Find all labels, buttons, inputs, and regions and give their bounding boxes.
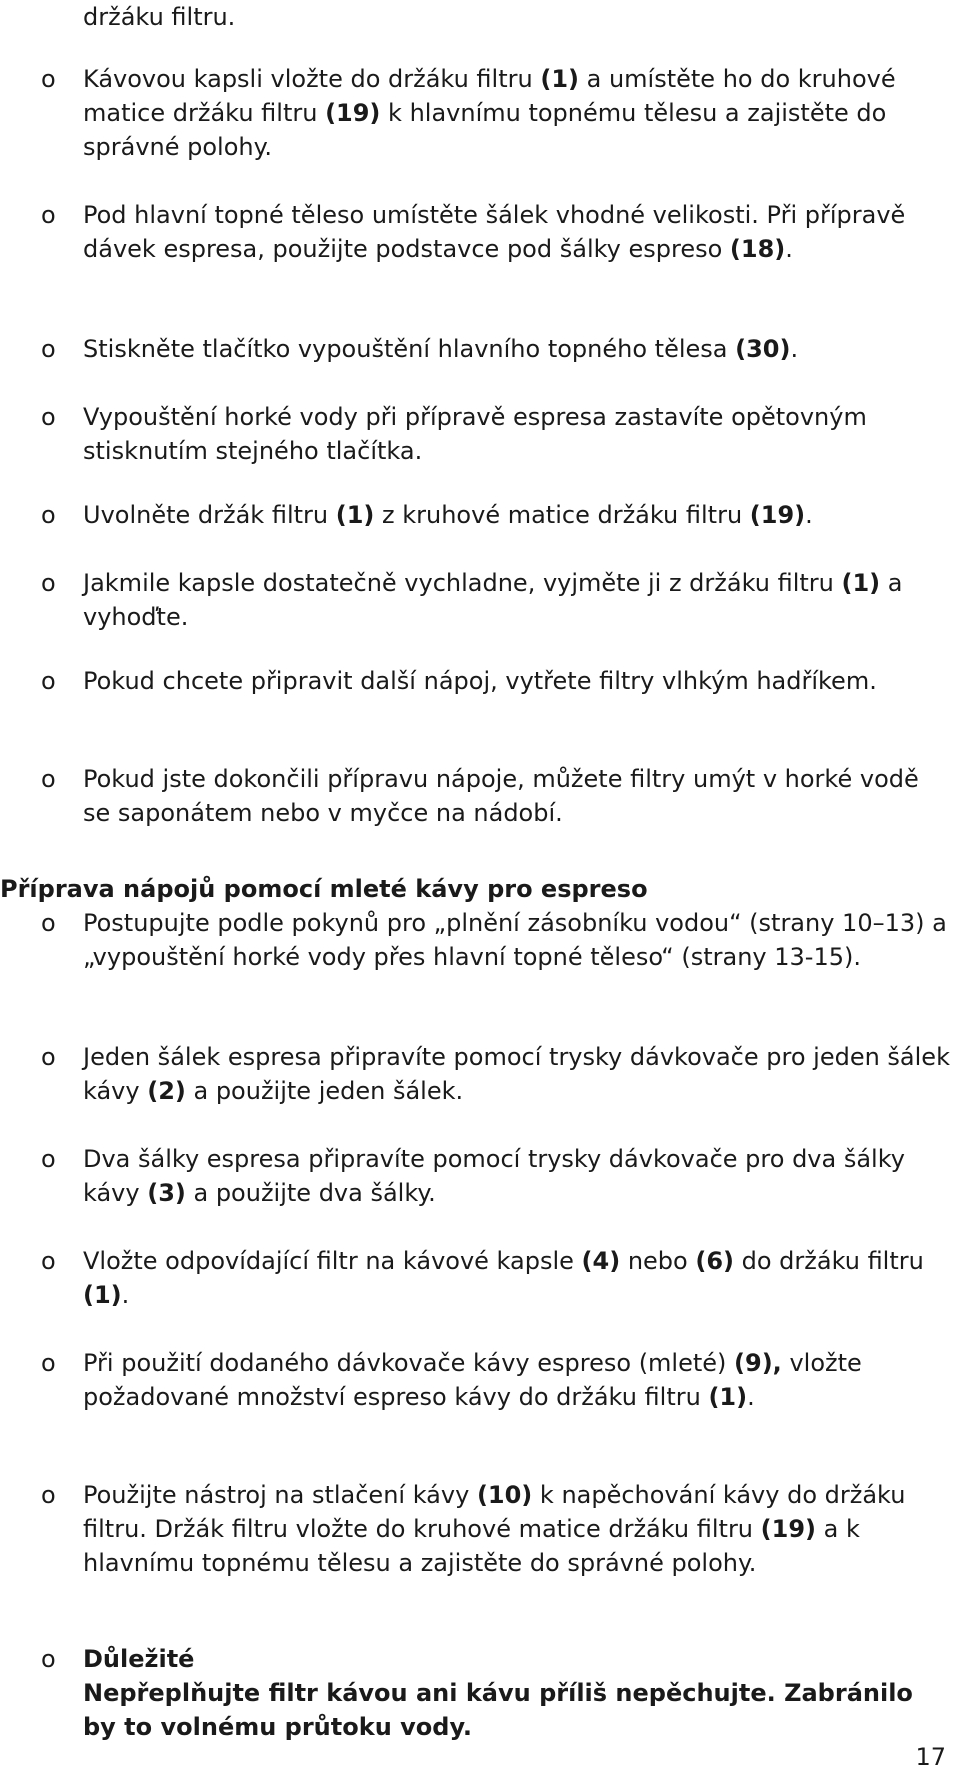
text-segment: Při použití dodaného dávkovače kávy espreso (mleté) xyxy=(83,1349,735,1377)
bullet-marker: o xyxy=(41,65,56,93)
reference-bold: (19) xyxy=(749,501,806,529)
text-segment: Pod hlavní topné těleso umístěte šálek vhodné velikosti. Při přípravě dávek espresa, použijte podstavce pod šálky espreso xyxy=(83,201,906,263)
text-segment: a vyhoďte. xyxy=(83,569,903,631)
bullet-marker: o xyxy=(41,1645,56,1673)
bullet-marker: o xyxy=(41,1247,56,1275)
list-item-text xyxy=(83,498,953,532)
reference-bold: (1) xyxy=(83,1281,122,1309)
section-heading: Příprava nápojů pomocí mleté kávy pro espreso xyxy=(0,875,648,903)
text-segment: a použijte jeden šálek. xyxy=(185,1077,464,1105)
reference-bold: (10) xyxy=(476,1481,533,1509)
list-item-text xyxy=(83,1040,953,1108)
bullet-marker: o xyxy=(41,201,56,229)
text-segment: . xyxy=(790,335,799,363)
text-segment: z kruhové matice držáku filtru xyxy=(374,501,750,529)
bullet-marker: o xyxy=(41,569,56,597)
list-item-text xyxy=(83,1642,953,1744)
bullet-marker: o xyxy=(41,335,56,363)
list-item-text xyxy=(83,1346,953,1414)
text-segment: Postupujte podle pokynů pro „plnění zásobníku vodou“ (strany 10–13) a „vypouštění horké vody přes hlavní topné těleso“ (strany 13-15). xyxy=(83,909,947,971)
continued-text: držáku filtru. xyxy=(83,3,236,31)
text-segment: . xyxy=(121,1281,130,1309)
list-item-text xyxy=(83,332,953,366)
text-segment: nebo xyxy=(620,1247,696,1275)
text-segment: do držáku filtru xyxy=(733,1247,924,1275)
bullet-marker: o xyxy=(41,1349,56,1377)
reference-bold: (6) xyxy=(695,1247,734,1275)
text-segment: Pokud jste dokončili přípravu nápoje, můžete filtry umýt v horké vodě se saponátem nebo v myčce na nádobí. xyxy=(83,765,919,827)
text-segment: Stiskněte tlačítko vypouštění hlavního topného tělesa xyxy=(83,335,736,363)
reference-bold: Nepřeplňujte filtr kávou ani kávu příliš nepěchujte. Zabránilo by to volnému průtoku vody. xyxy=(83,1679,913,1741)
reference-bold: (4) xyxy=(581,1247,621,1275)
list-item-text xyxy=(83,62,953,164)
list-item-text xyxy=(83,400,953,468)
list-item-text xyxy=(83,664,953,698)
list-item-text xyxy=(83,1244,953,1312)
text-segment: a umístěte ho do kruhové matice držáku filtru xyxy=(83,65,896,127)
reference-bold: (19) xyxy=(325,99,381,127)
list-item-text xyxy=(83,1142,953,1210)
reference-bold: (9), xyxy=(734,1349,782,1377)
text-segment: k napěchování kávy do držáku filtru. Držák filtru vložte do kruhové matice držáku filtru xyxy=(83,1481,906,1543)
reference-bold: Důležité xyxy=(83,1645,195,1673)
list-item-text xyxy=(83,906,953,974)
text-segment: Uvolněte držák filtru xyxy=(83,501,336,529)
reference-bold: (2) xyxy=(147,1077,186,1105)
reference-bold: (3) xyxy=(147,1179,186,1207)
text-segment: a použijte dva šálky. xyxy=(185,1179,436,1207)
text-segment: Vložte odpovídající filtr na kávové kapsle xyxy=(83,1247,582,1275)
bullet-marker: o xyxy=(41,1481,56,1509)
text-segment: Jeden šálek espresa připravíte pomocí trysky dávkovače pro jeden šálek kávy xyxy=(83,1043,950,1105)
list-item-text xyxy=(83,566,953,634)
bullet-marker: o xyxy=(41,501,56,529)
text-segment: Kávovou kapsli vložte do držáku filtru xyxy=(83,65,541,93)
text-segment: . xyxy=(785,235,793,263)
page-number: 17 xyxy=(915,1743,946,1771)
text-segment: . xyxy=(747,1383,755,1411)
reference-bold: (19) xyxy=(760,1515,816,1543)
list-item-text xyxy=(83,762,953,830)
bullet-marker: o xyxy=(41,909,56,937)
reference-bold: (18) xyxy=(729,235,786,263)
text-segment: vložte požadované množství espreso kávy do držáku filtru xyxy=(83,1349,862,1411)
bullet-marker: o xyxy=(41,1145,56,1173)
reference-bold: (1) xyxy=(335,501,375,529)
reference-bold: (1) xyxy=(841,569,881,597)
text-segment: k hlavnímu topnému tělesu a zajistěte do správné polohy. xyxy=(83,99,887,161)
reference-bold: (1) xyxy=(708,1383,748,1411)
text-segment: . xyxy=(805,501,813,529)
text-segment: Použijte nástroj na stlačení kávy xyxy=(83,1481,477,1509)
text-segment: Jakmile kapsle dostatečně vychladne, vyjměte ji z držáku filtru xyxy=(83,569,842,597)
bullet-marker: o xyxy=(41,765,56,793)
bullet-marker: o xyxy=(41,1043,56,1071)
text-segment: a k hlavnímu topnému tělesu a zajistěte do správné polohy. xyxy=(83,1515,860,1577)
list-item-text xyxy=(83,198,953,266)
text-segment: Pokud chcete připravit další nápoj, vytřete filtry vlhkým hadříkem. xyxy=(83,667,877,695)
reference-bold: (30) xyxy=(735,335,791,363)
text-segment: Dva šálky espresa připravíte pomocí trysky dávkovače pro dva šálky kávy xyxy=(83,1145,905,1207)
bullet-marker: o xyxy=(41,403,56,431)
list-item-text xyxy=(83,1478,953,1580)
bullet-marker: o xyxy=(41,667,56,695)
text-segment: Vypouštění horké vody při přípravě espresa zastavíte opětovným stisknutím stejného tlačítka. xyxy=(83,403,867,465)
reference-bold: (1) xyxy=(540,65,579,93)
